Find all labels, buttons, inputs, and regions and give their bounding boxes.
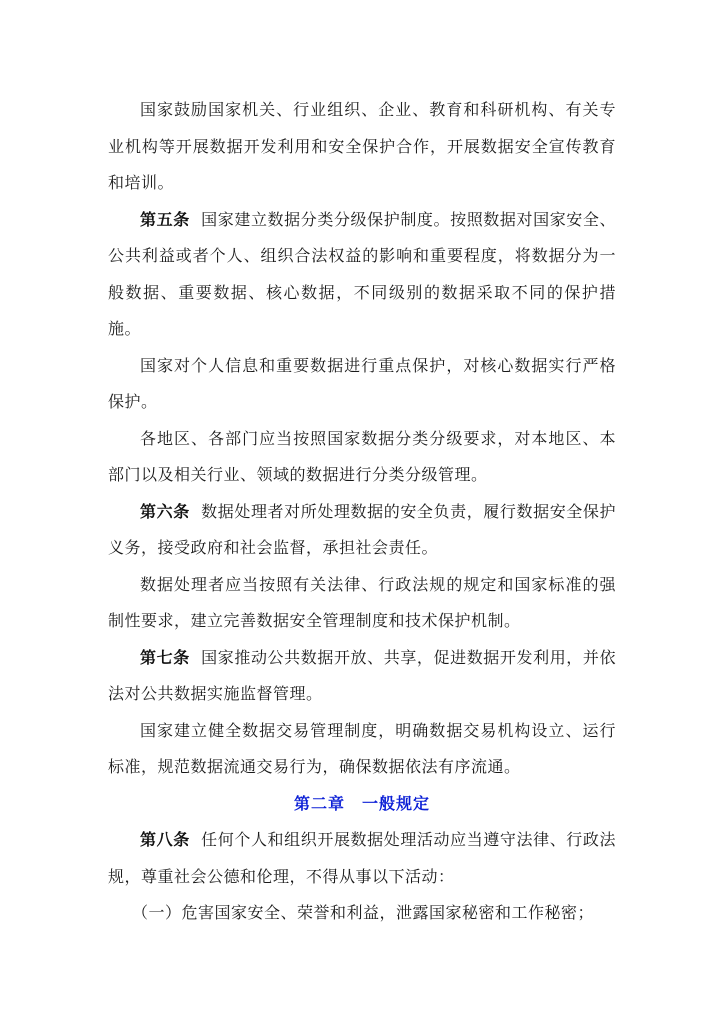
article-8 [108, 822, 616, 895]
article-6 [108, 494, 616, 567]
article-number: 第五条 [140, 209, 190, 229]
paragraph-text: 国家建立数据分类分级保护制度。按照数据对国家安全、公共利益或者个人、组织合法权益的影响和重要程度，将数据分为一般数据、重要数据、核心数据，不同级别的数据采取不同的保护措施。 [108, 209, 616, 338]
paragraph-text: 数据处理者对所处理数据的安全负责，履行数据安全保护义务，接受政府和社会监督，承担社会责任。 [108, 501, 616, 557]
list-item: （一）危害国家安全、荣誉和利益，泄露国家秘密和工作秘密； [132, 903, 595, 922]
chapter-heading: 第二章 一般规定 [293, 793, 430, 813]
paragraph-text: 国家建立健全数据交易管理制度，明确数据交易机构设立、运行标准，规范数据流通交易行为，确保数据依法有序流通。 [108, 720, 616, 776]
paragraph-text: 任何个人和组织开展数据处理活动应当遵守法律、行政法规，尊重社会公德和伦理，不得从事以下活动： [108, 830, 616, 886]
paragraph-text: 国家对个人信息和重要数据进行重点保护，对核心数据实行严格保护。 [108, 355, 616, 411]
paragraph-data-trading [108, 713, 616, 786]
paragraph-encourage-cooperation [108, 92, 616, 202]
paragraph-key-protection [108, 348, 616, 421]
paragraph-regional-management [108, 421, 616, 494]
paragraph-processor-obligations [108, 567, 616, 640]
paragraph-text: 各地区、各部门应当按照国家数据分类分级要求，对本地区、本部门以及相关行业、领域的数据进行分类分级管理。 [108, 428, 616, 484]
article-5 [108, 202, 616, 348]
article-7 [108, 640, 616, 713]
document-page [108, 92, 616, 932]
article-number: 第八条 [140, 830, 190, 849]
paragraph-text: 国家鼓励国家机关、行业组织、企业、教育和科研机构、有关专业机构等开展数据开发利用和安全保护合作，开展数据安全宣传教育和培训。 [108, 100, 616, 192]
article-number: 第六条 [140, 501, 190, 521]
article-number: 第七条 [140, 647, 190, 667]
paragraph-text: 数据处理者应当按照有关法律、行政法规的规定和国家标准的强制性要求，建立完善数据安全管理制度和技术保护机制。 [108, 574, 616, 630]
paragraph-text: 国家推动公共数据开放、共享，促进数据开发利用，并依法对公共数据实施监督管理。 [108, 647, 616, 703]
